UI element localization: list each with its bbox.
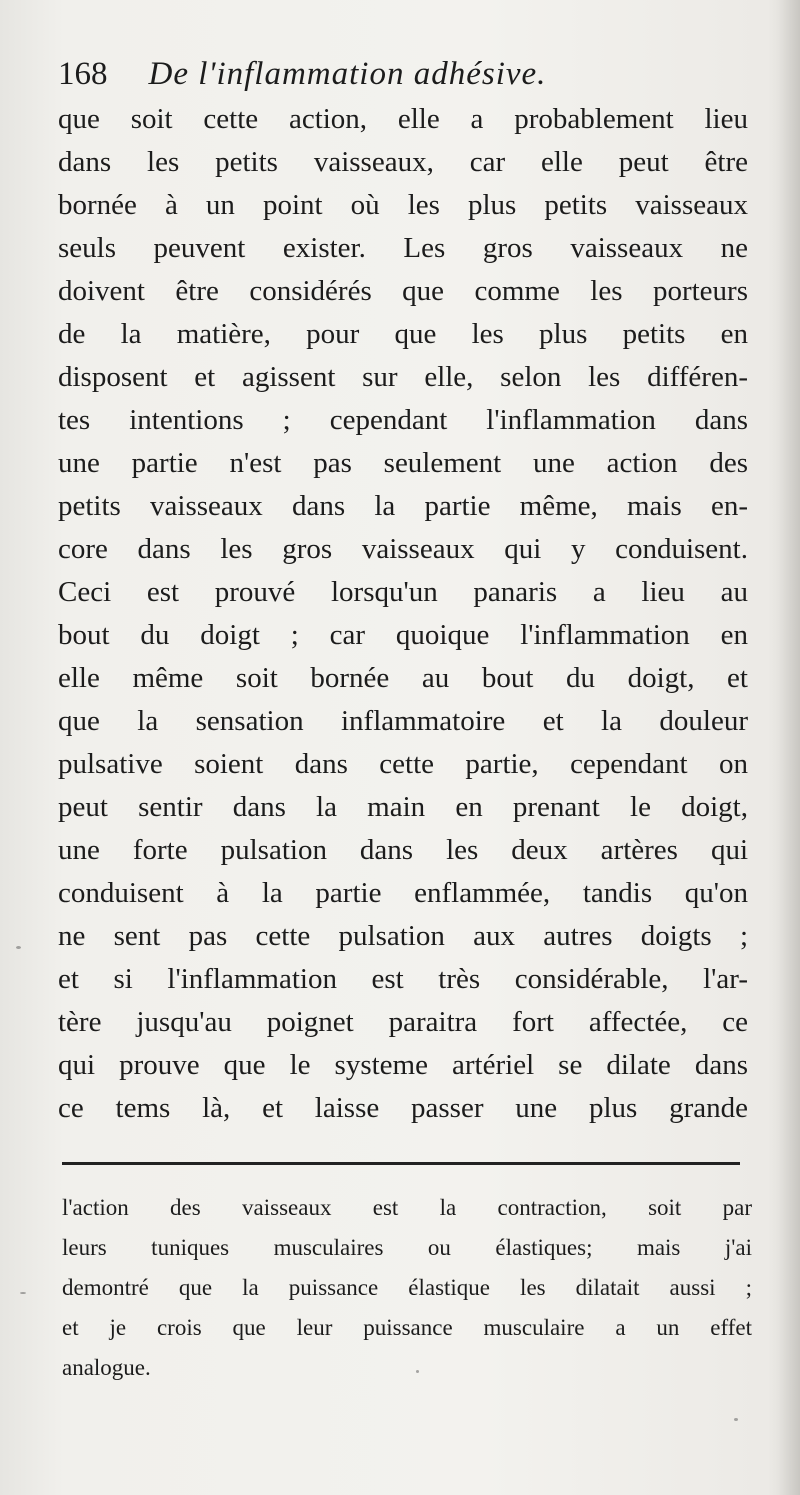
page-number: 168 bbox=[58, 56, 108, 92]
text-line: pulsative soient dans cette partie, cependant on bbox=[58, 748, 748, 780]
text-line: bout du doigt ; car quoique l'inflammation en bbox=[58, 619, 748, 651]
footnote-separator-rule bbox=[62, 1162, 740, 1165]
text-line: conduisent à la partie enflammée, tandis qu'on bbox=[58, 877, 748, 909]
paper-speck bbox=[16, 946, 21, 949]
text-line: une forte pulsation dans les deux artères qui bbox=[58, 834, 748, 866]
text-line: bornée à un point où les plus petits vaisseaux bbox=[58, 189, 748, 221]
text-line: ne sent pas cette pulsation aux autres doigts ; bbox=[58, 920, 748, 952]
text-line: qui prouve que le systeme artériel se dilate dans bbox=[58, 1049, 748, 1081]
text-line: peut sentir dans la main en prenant le doigt, bbox=[58, 791, 748, 823]
text-line: tes intentions ; cependant l'inflammation dans bbox=[58, 404, 748, 436]
text-line: elle même soit bornée au bout du doigt, et bbox=[58, 662, 748, 694]
page-header bbox=[58, 46, 748, 100]
footnote-line: et je crois que leur puissance musculaire a un effet bbox=[62, 1315, 752, 1340]
text-line: de la matière, pour que les plus petits en bbox=[58, 318, 748, 350]
footnote bbox=[62, 1188, 752, 1388]
paper-speck bbox=[416, 1370, 419, 1373]
text-line: core dans les gros vaisseaux qui y conduisent. bbox=[58, 533, 748, 565]
page-edge-shadow bbox=[778, 0, 800, 1495]
footnote-line: demontré que la puissance élastique les dilatait aussi ; bbox=[62, 1275, 752, 1300]
text-line: et si l'inflammation est très considérable, l'ar- bbox=[58, 963, 748, 995]
paper-speck bbox=[20, 1292, 26, 1294]
footnote-line: leurs tuniques musculaires ou élastiques; mais j'ai bbox=[62, 1235, 752, 1260]
paper-speck bbox=[734, 1418, 738, 1421]
text-line: ce tems là, et laisse passer une plus grande bbox=[58, 1092, 748, 1124]
text-line: disposent et agissent sur elle, selon les différen- bbox=[58, 361, 748, 393]
text-line: Ceci est prouvé lorsqu'un panaris a lieu au bbox=[58, 576, 748, 608]
text-line: dans les petits vaisseaux, car elle peut être bbox=[58, 146, 748, 178]
running-title: De l'inflammation adhésive. bbox=[148, 56, 547, 92]
text-line: seuls peuvent exister. Les gros vaisseaux ne bbox=[58, 232, 748, 264]
text-line: que soit cette action, elle a probablement lieu bbox=[58, 103, 748, 135]
text-line: que la sensation inflammatoire et la douleur bbox=[58, 705, 748, 737]
footnote-line: analogue. bbox=[62, 1355, 151, 1380]
main-text bbox=[58, 98, 748, 1130]
footnote-line: l'action des vaisseaux est la contraction, soit par bbox=[62, 1195, 752, 1220]
text-line: tère jusqu'au poignet paraitra fort affectée, ce bbox=[58, 1006, 748, 1038]
text-line: une partie n'est pas seulement une action des bbox=[58, 447, 748, 479]
text-line: petits vaisseaux dans la partie même, mais en- bbox=[58, 490, 748, 522]
text-line: doivent être considérés que comme les porteurs bbox=[58, 275, 748, 307]
